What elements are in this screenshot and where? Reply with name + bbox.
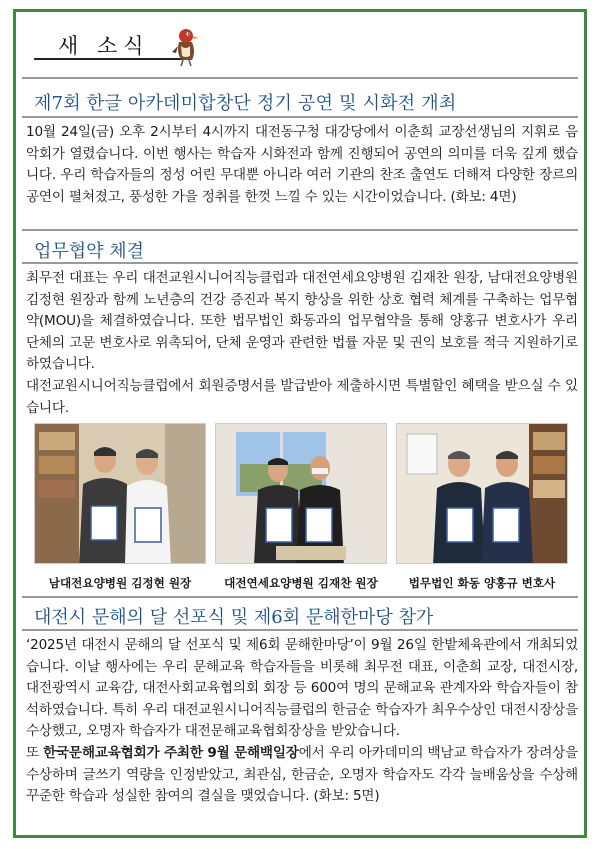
section-title-mou: 업무협약 체결	[34, 241, 145, 262]
masthead-title: 새 소식	[58, 34, 150, 58]
photo-caption: 대전연세요양병원 김재찬 원장	[224, 576, 378, 590]
divider	[22, 262, 578, 264]
divider	[22, 596, 578, 598]
divider	[22, 229, 578, 231]
section-title-concert: 제7회 한글 아카데미합창단 정기 공연 및 시화전 개최	[34, 93, 457, 114]
paragraph: 대전교원시니어직능클럽에서 회원증명서를 발급받아 제출하시면 특별할인 혜택을 받으실 수 있습니다.	[26, 377, 578, 416]
divider	[22, 77, 578, 79]
section-title-literacy: 대전시 문해의 달 선포식 및 제6회 문해한마당 참가	[34, 607, 434, 628]
paragraph: ‘2025년 대전시 문해의 달 선포식 및 제6회 문해한마당’이 9월 26일 한밭체육관에서 개최되었습니다. 이날 행사에는 우리 문해교육 학습자들을 비롯해 최무전 대표, 이춘희 교장, 대전시장, 대전광역시 교육감, 대전사회교육협의회 회장 등 600여 명의 문해교육 관계자와 학습자들이 참석하였습니다. 특히 우리 대전교원시니어직능클럽의 한금순 학습자가 최우수상인 대전시장상을 수상했고, 오명자 학습자가 대전문해교육협회장상을 받았습니다.	[26, 637, 578, 740]
divider	[22, 116, 578, 118]
text-span: 또	[26, 744, 44, 761]
bird-mascot-icon	[168, 26, 202, 68]
paragraph	[26, 743, 578, 808]
masthead-underline	[34, 58, 182, 60]
photo-caption: 남대전요양병원 김정현 원장	[48, 576, 192, 590]
photo-mou-3	[396, 423, 568, 564]
divider	[22, 629, 578, 631]
masthead	[22, 24, 182, 62]
paragraph: 최무전 대표는 우리 대전교원시니어직능클럽과 대전연세요양병원 김재찬 원장, 남대전요양병원 김정현 원장과 함께 노년층의 건강 증진과 복지 향상을 위한 상호 협력 체계를 구축하는 업무협약(MOU)을 체결하였습니다. 또한 법무법인 화동과의 업무협약을 통해 양홍규 변호사가 우리 단체의 고문 변호사로 위촉되어, 단체 운영과 관련한 법률 자문 및 권익 보호를 적극 지원하기로 하였습니다.	[26, 270, 578, 373]
photo-mou-1	[34, 423, 206, 564]
photo-mou-2	[215, 423, 387, 564]
text-span: 에서 우리 아카데미의 백남교 학습자가 장려상을 수상하며 글쓰기 역량을 인정받았고, 최관심, 한금순, 오명자 학습자도 각각 늘배움상을 수상해 꾸준한 학습과 성실한 참여의 결실을 맺었습니다. (화보: 5면)	[26, 744, 578, 805]
photo-caption: 법무법인 화동 양홍규 변호사	[408, 576, 556, 590]
section-body-literacy	[26, 635, 578, 808]
section-body-concert	[26, 122, 578, 208]
paragraph: 10월 24일(금) 오후 2시부터 4시까지 대전동구청 대강당에서 이춘희 교장선생님의 지휘로 음악회가 열렸습니다. 이번 행사는 학습자 시화전과 함께 진행되어 공연의 의미를 더욱 깊게 했습니다. 우리 학습자들의 정성 어린 무대뿐 아니라 여러 기관의 찬조 출연도 더해져 다양한 장르의 공연이 펼쳐졌고, 풍성한 가을 정취를 한껏 느낄 수 있는 시간이었습니다. (화보: 4면)	[26, 124, 578, 205]
bold-highlight: 한국문해교육협회가 주최한 9월 문해백일장	[43, 744, 299, 761]
section-body-mou	[26, 268, 578, 419]
